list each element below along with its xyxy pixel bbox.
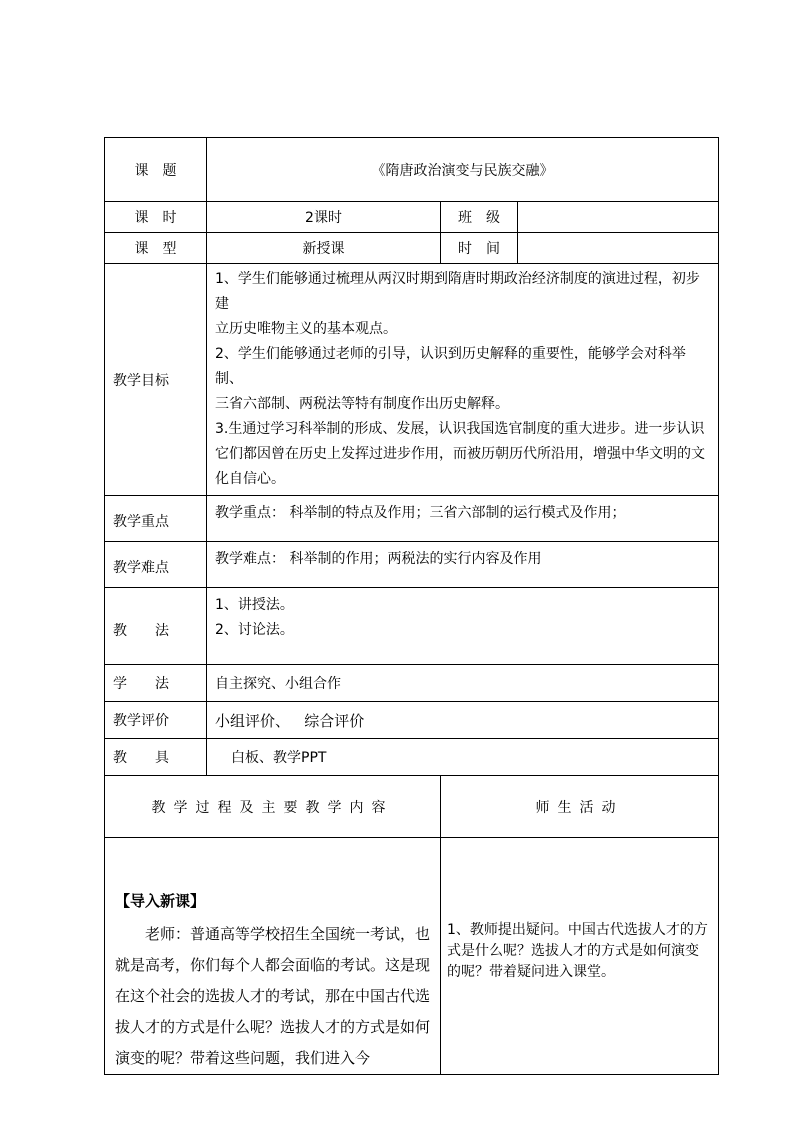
topic-label: 课 题: [105, 138, 207, 202]
section-title: 【导入新课】: [115, 892, 206, 910]
row-goals: [105, 264, 719, 496]
hours-value: 2课时: [207, 202, 441, 233]
row-type: [105, 233, 719, 264]
goals-line: 立历史唯物主义的基本观点。: [215, 321, 397, 337]
process-content: [105, 838, 441, 1075]
goals-line: 3.生通过学习科举制的形成、发展，认识我国选官制度的重大进步。进一步认识: [215, 421, 705, 437]
type-value: 新授课: [207, 233, 441, 264]
row-process-body: [105, 838, 719, 1075]
difficulties-value: 教学难点： 科举制的作用；两税法的实行内容及作用: [207, 542, 719, 588]
goals-line: 三省六部制、两税法等特有制度作出历史解释。: [215, 396, 509, 412]
lesson-plan-table: [104, 137, 719, 1075]
key-points-value: 教学重点： 科举制的特点及作用；三省六部制的运行模式及作用；: [207, 496, 719, 542]
learning-label: 学 法: [105, 665, 207, 702]
time-value: [518, 233, 719, 264]
tools-value: 白板、教学PPT: [207, 739, 719, 776]
class-label: 班 级: [441, 202, 518, 233]
methods-content: [207, 588, 719, 665]
row-topic: [105, 138, 719, 202]
goals-line: 它们都因曾在历史上发挥过进步作用，而被历朝历代所沿用，增强中华文明的文: [215, 446, 705, 462]
process-header-left: 教学过程及主要教学内容: [105, 776, 441, 838]
goals-content: [207, 264, 719, 496]
intro-paragraph: 老师：普通高等学校招生全国统一考试，也就是高考，你们每个人都会面临的考试。这是现在这个社会的选拔人才的考试，那在中国古代选拔人才的方式是什么呢？选拔人才的方式是如何演变的呢？带着这些问题，我们进入今: [115, 925, 431, 1067]
hours-label: 课 时: [105, 202, 207, 233]
topic-value: 《隋唐政治演变与民族交融》: [207, 138, 719, 202]
row-methods: [105, 588, 719, 665]
time-label: 时 间: [441, 233, 518, 264]
class-value: [518, 202, 719, 233]
process-header-right: 师生活动: [441, 776, 719, 838]
learning-value: 自主探究、小组合作: [207, 665, 719, 702]
row-key-points: [105, 496, 719, 542]
key-points-label: 教学重点: [105, 496, 207, 542]
row-difficulties: [105, 542, 719, 588]
goals-line: 1、学生们能够通过梳理从两汉时期到隋唐时期政治经济制度的演进过程，初步建: [215, 271, 700, 312]
difficulties-label: 教学难点: [105, 542, 207, 588]
activity-content: 1、教师提出疑问。中国古代选拔人才的方式是什么呢？选拔人才的方式是如何演变的呢？带着疑问进入课堂。: [441, 838, 719, 1075]
row-hours: [105, 202, 719, 233]
evaluation-value: 小组评价、 综合评价: [207, 702, 719, 739]
row-learning: [105, 665, 719, 702]
type-label: 课 型: [105, 233, 207, 264]
methods-label: 教 法: [105, 588, 207, 665]
row-process-header: [105, 776, 719, 838]
evaluation-label: 教学评价: [105, 702, 207, 739]
row-tools: [105, 739, 719, 776]
tools-label: 教 具: [105, 739, 207, 776]
goals-line: 2、学生们能够通过老师的引导，认识到历史解释的重要性，能够学会对科举制、: [215, 346, 686, 387]
methods-line: 2、讨论法。: [215, 622, 294, 638]
methods-line: 1、讲授法。: [215, 597, 294, 613]
row-evaluation: [105, 702, 719, 739]
goals-label: 教学目标: [105, 264, 207, 496]
goals-line: 化自信心。: [215, 471, 285, 487]
